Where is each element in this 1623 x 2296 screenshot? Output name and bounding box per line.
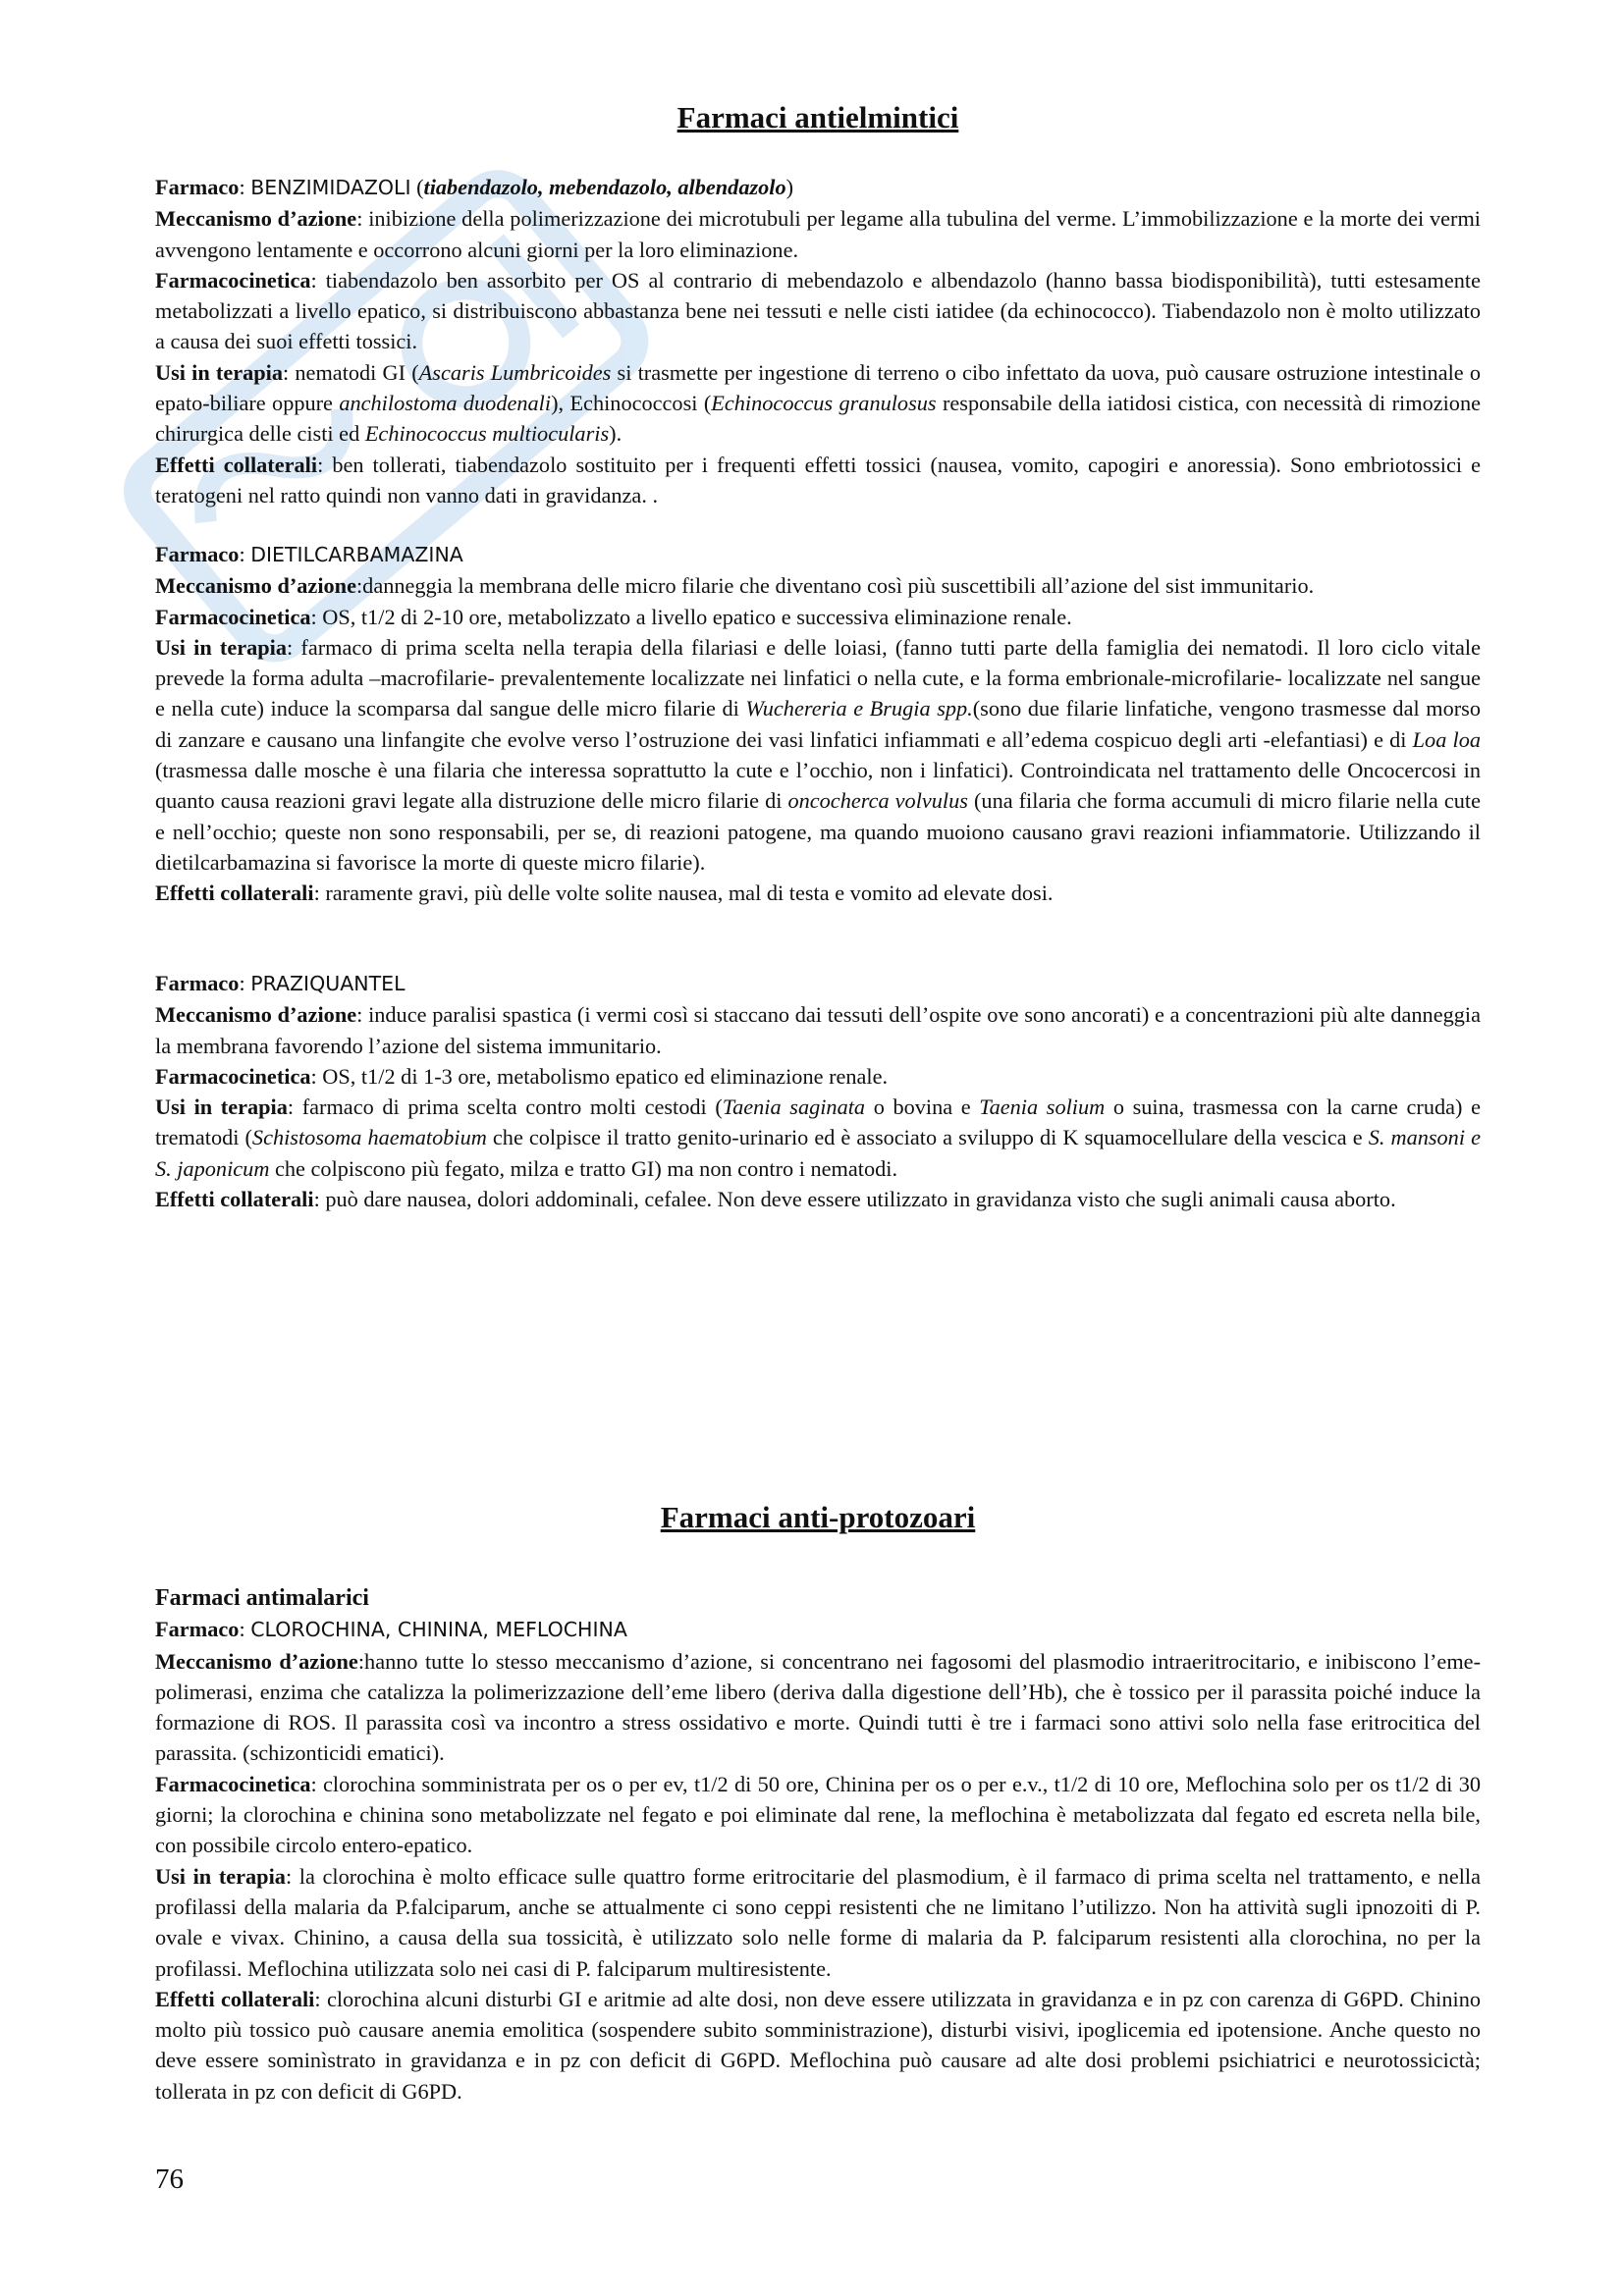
species-name: Taenia saginata bbox=[722, 1095, 866, 1120]
species-name: Schistosoma haematobium bbox=[251, 1125, 487, 1150]
farmacocinetica-label: Farmacocinetica bbox=[155, 604, 311, 629]
effetti-text: ben tollerati, tiabendazolo sostituito per i frequenti effetti tossici (nausea, vomito, capogiri e anoressia). Sono embriotossici e teratogeni nel ratto quindi non vanno dati in gravidanza. . bbox=[155, 452, 1482, 507]
farmacocinetica-paragraph: Farmacocinetica: tiabendazolo ben assorbito per OS al contrario di mebendazolo e albendazolo (hanno bassa biodisponibilità), tutti estesamente metabolizzati a livello epatico, si distribuiscono abbastanza bene nei tessuti e nelle cisti iatidee (da echinococco). Tiabendazolo non è molto utilizzato a causa dei suoi effetti tossici. bbox=[155, 267, 1481, 354]
farmacocinetica-paragraph: Farmacocinetica: clorochina somministrata per os o per ev, t1/2 di 50 ore, Chinina per os o per e.v., t1/2 di 10 ore, Meflochina solo per os t1/2 di 30 giorni; la clorochina e chinina sono metabolizzate nel fegato e poi eliminate dal rene, la meflochina è metabolizzata dal fegato ed escreta nella bile, con possibile circolo entero-epatico. bbox=[155, 1771, 1481, 1858]
usi-text: farmaco di prima scelta nella terapia della filariasi e delle loiasi, (fanno tutti parte della famiglia dei nematodi. Il loro ciclo vitale prevede la forma adulta –macrofilarie- prevalentemente localizzate nei linfatici o nella cute, e la forma embrionale-microfilarie- localizzate nel sangue e nella cute) induce la scomparsa dal sangue delle micro filarie di bbox=[155, 634, 1482, 721]
drug-name-line: Farmaco: PRAZIQUANTEL bbox=[155, 971, 406, 995]
usi-text: nematodi GI ( bbox=[295, 359, 419, 385]
effetti-paragraph: Effetti collaterali: può dare nausea, dolori addominali, cefalee. Non deve essere utilizzato in gravidanza visto che sugli animali causa aborto. bbox=[155, 1187, 1396, 1212]
meccanismo-text: danneggia la membrana delle micro filarie che diventano così più suscettibili all’azione del sist immunitario. bbox=[362, 573, 1315, 599]
farmacocinetica-text: tiabendazolo ben assorbito per OS al contrario di mebendazolo e albendazolo (hanno bassa biodisponibilità), tutti estesamente metabolizzati a livello epatico, si distribuiscono abbastanza bene nei tessuti e nelle cisti iatidee (da echinococco). Tiabendazolo non è molto utilizzato a causa dei suoi effetti tossici. bbox=[155, 267, 1481, 354]
section-title-antiprotozoari: Farmaci anti-protozoari bbox=[660, 1500, 976, 1534]
usi-text: o bovina e bbox=[865, 1095, 980, 1120]
drug-name-line: Farmaco: DIETILCARBAMAZINA bbox=[155, 542, 463, 566]
effetti-label: Effetti collaterali bbox=[155, 1986, 315, 2011]
farmaco-label: Farmaco bbox=[155, 971, 240, 995]
effetti-text: clorochina alcuni disturbi GI e aritmie ad alte dosi, non deve essere utilizzata in gravidanza e in pz con carenza di G6PD. Chinino molto più tossico può causare anemia emolitica (sospendere subito somministrazione), disturbi visivi, ipoglicemia ed ipotensione. Anche questo no deve essere sominìstrato in gravidanza e in pz con deficit di G6PD. Meflochina può causare ad alte dosi problemi psichiatrici e neurotossicictà; tollerata in pz con deficit di G6PD. bbox=[155, 1986, 1482, 2104]
meccanismo-label: Meccanismo d’azione bbox=[155, 573, 356, 599]
usi-label: Usi in terapia bbox=[155, 1863, 286, 1889]
page-number: 76 bbox=[155, 2163, 184, 2195]
species-name: S. mansoni e S. japonicum bbox=[155, 1125, 1481, 1181]
usi-text: che colpiscono più fegato, milza e tratto GI) ma non contro i nematodi. bbox=[269, 1155, 898, 1181]
effetti-text: raramente gravi, più delle volte solite nausea, mal di testa e vomito ad elevate dosi. bbox=[325, 881, 1054, 906]
meccanismo-paragraph: Meccanismo d’azione:hanno tutte lo stesso meccanismo d’azione, si concentrano nei fagosomi del plasmodio intraeritrocitario, e inibiscono l’eme-polimerasi, enzima che catalizza la polimerizzazione dell’eme libero (deriva dalla digestione dell’Hb), che è tossico per il parassita poiché induce la formazione di ROS. Il parassita così va incontro a stress ossidativo e morte. Quindi tutti è tre i farmaci sono attivi solo nella fase eritrocitica del parassita. (schizonticidi ematici). bbox=[155, 1648, 1481, 1766]
usi-label: Usi in terapia bbox=[155, 359, 284, 385]
usi-label: Usi in terapia bbox=[155, 634, 288, 660]
effetti-paragraph: Effetti collaterali: clorochina alcuni disturbi GI e aritmie ad alte dosi, non deve essere utilizzata in gravidanza e in pz con carenza di G6PD. Chinino molto più tossico può causare anemia emolitica (sospendere subito somministrazione), disturbi visivi, ipoglicemia ed ipotensione. Anche questo no deve essere sominìstrato in gravidanza e in pz con deficit di G6PD. Meflochina può causare ad alte dosi problemi psichiatrici e neurotossicictà; tollerata in pz con deficit di G6PD. bbox=[155, 1986, 1482, 2104]
subheading-antimalarici: Farmaci antimalarici bbox=[155, 1585, 369, 1611]
farmaco-label: Farmaco bbox=[155, 542, 240, 566]
usi-text: farmaco di prima scelta contro molti cestodi ( bbox=[301, 1095, 723, 1120]
usi-text: si trasmette per ingestione di terreno o cibo infettato da uova, può causare ostruzione intestinale o epato-biliare oppure bbox=[155, 359, 1481, 416]
meccanismo-text: induce paralisi spastica (i vermi così si staccano dai tessuti dell’ospite ove sono ancorati) e a concentrazioni più alte danneggia la membrana favorendo l’azione del sistema immunitario. bbox=[155, 1002, 1481, 1058]
farmacocinetica-paragraph: Farmacocinetica: OS, t1/2 di 1-3 ore, metabolismo epatico ed eliminazione renale. bbox=[155, 1063, 889, 1089]
meccanismo-label: Meccanismo d’azione bbox=[155, 206, 357, 232]
usi-paragraph: Usi in terapia: la clorochina è molto efficace sulle quattro forme eritrocitarie del plasmodium, è il farmaco di prima scelta nel trattamento, e nella profilassi della malaria da P.falciparum, anche se attualmente ci sono ceppi resistenti che ne limitano l’utilizzo. Non ha attività sugli ipnozoiti di P. ovale e vivax. Chinino, a causa della sua tossicità, è utilizzato solo nelle forme di malaria da P. falciparum resistenti alla clorochina, no per la profilassi. Meflochina utilizzata solo nei casi di P. falciparum multiresistente. bbox=[155, 1863, 1481, 1981]
drug-name-line: Farmaco: CLOROCHINA, CHININA, MEFLOCHINA bbox=[155, 1617, 627, 1642]
drug-block-antimalarici bbox=[155, 1583, 1481, 2107]
effetti-paragraph: Effetti collaterali: ben tollerati, tiabendazolo sostituito per i frequenti effetti tossici (nausea, vomito, capogiri e anoressia). Sono embriotossici e teratogeni nel ratto quindi non vanno dati in gravidanza. . bbox=[155, 452, 1482, 507]
meccanismo-text: inibizione della polimerizzazione dei microtubuli per legame alla tubulina del verme. L’immobilizzazione e la morte dei vermi avvengono lentamente e occorrono alcuni giorni per la loro eliminazione. bbox=[155, 206, 1481, 262]
meccanismo-label: Meccanismo d’azione bbox=[155, 1002, 357, 1028]
effetti-label: Effetti collaterali bbox=[155, 452, 318, 477]
drug-block-praziquantel bbox=[155, 968, 1481, 1214]
usi-paragraph: Usi in terapia: farmaco di prima scelta contro molti cestodi (Taenia saginata o bovina e Taenia solium o suina, trasmessa con la carne cruda) e trematodi (Schistosoma haematobium che colpisce il tratto genito-urinario ed è associato a sviluppo di K squamocellulare della vescica e S. mansoni e S. japonicum che colpiscono più fegato, milza e tratto GI) ma non contro i nematodi. bbox=[155, 1095, 1481, 1181]
meccanismo-paragraph: Meccanismo d’azione: inibizione della polimerizzazione dei microtubuli per legame alla tubulina del verme. L’immobilizzazione e la morte dei vermi avvengono lentamente e occorrono alcuni giorni per la loro eliminazione. bbox=[155, 206, 1481, 262]
usi-text: ), Echinococcosi ( bbox=[551, 391, 712, 416]
usi-text: ). bbox=[609, 421, 622, 447]
drug-block-dietilcarbamazina bbox=[155, 539, 1481, 909]
farmacocinetica-text: OS, t1/2 di 2-10 ore, metabolizzato a livello epatico e successiva eliminazione renale. bbox=[322, 604, 1072, 629]
species-name: Echinococcus granulosus bbox=[711, 391, 937, 416]
usi-paragraph: Usi in terapia: nematodi GI (Ascaris Lumbricoides si trasmette per ingestione di terreno o cibo infettato da uova, può causare ostruzione intestinale o epato-biliare oppure anchilostoma duodenali), Echinococcosi (Echinococcus granulosus responsabile della iatidosi cistica, con necessità di rimozione chirurgica delle cisti ed Echinococcus multiocularis). bbox=[155, 359, 1482, 447]
effetti-label: Effetti collaterali bbox=[155, 1187, 314, 1212]
species-name: oncocherca volvulus bbox=[787, 788, 968, 814]
usi-text: o suina, trasmessa con la carne cruda) e trematodi ( bbox=[155, 1095, 1481, 1150]
farmacocinetica-text: OS, t1/2 di 1-3 ore, metabolismo epatico ed eliminazione renale. bbox=[322, 1063, 889, 1089]
usi-text: che colpisce il tratto genito-urinario ed è associato a sviluppo di K squamocellulare della vescica e bbox=[486, 1125, 1369, 1150]
drug-name: DIETILCARBAMAZINA bbox=[250, 543, 463, 566]
drug-name-line: Farmaco: BENZIMIDAZOLI (tiabendazolo, mebendazolo, albendazolo) bbox=[155, 175, 794, 199]
species-name: Loa loa bbox=[1412, 726, 1481, 752]
effetti-paragraph: Effetti collaterali: raramente gravi, più delle volte solite nausea, mal di testa e vomito ad elevate dosi. bbox=[155, 881, 1054, 906]
meccanismo-text: hanno tutte lo stesso meccanismo d’azione, si concentrano nei fagosomi del plasmodio intraeritrocitario, e inibiscono l’eme-polimerasi, enzima che catalizza la polimerizzazione dell’eme libero (deriva dalla digestione dell’Hb), che è tossico per il parassita poiché induce la formazione di ROS. Il parassita così va incontro a stress ossidativo e morte. Quindi tutti è tre i farmaci sono attivi solo nella fase eritrocitica del parassita. (schizonticidi ematici). bbox=[155, 1648, 1481, 1766]
usi-label: Usi in terapia bbox=[155, 1095, 288, 1120]
drug-name: PRAZIQUANTEL bbox=[250, 972, 406, 995]
farmacocinetica-text: clorochina somministrata per os o per ev, t1/2 di 50 ore, Chinina per os o per e.v., t1/2 di 10 ore, Meflochina solo per os t1/2 di 30 giorni; la clorochina e chinina sono metabolizzate nel fegato e poi eliminate dal rene, la meflochina è metabolizzata dal fegato ed escreta nella bile, con possibile circolo entero-epatico. bbox=[155, 1771, 1481, 1858]
usi-text: (una filaria che forma accumuli di micro filarie nella cute e nell’occhio; queste non sono responsabili, per se, di reazioni patogene, ma quando muoiono causano gravi reazioni infiammatorie. Utilizzando il dietilcarbamazina si favorisce la morte di queste micro filarie). bbox=[155, 788, 1481, 875]
species-name: Wuchereria e Brugia spp. bbox=[745, 696, 973, 721]
effetti-text: può dare nausea, dolori addominali, cefalee. Non deve essere utilizzato in gravidanza visto che sugli animali causa aborto. bbox=[325, 1187, 1396, 1212]
meccanismo-paragraph: Meccanismo d’azione:danneggia la membrana delle micro filarie che diventano così più suscettibili all’azione del sist immunitario. bbox=[155, 573, 1315, 599]
species-name: Taenia solium bbox=[979, 1095, 1106, 1120]
usi-paragraph: Usi in terapia: farmaco di prima scelta nella terapia della filariasi e delle loiasi, (fanno tutti parte della famiglia dei nematodi. Il loro ciclo vitale prevede la forma adulta –macrofilarie- prevalentemente localizzate nei linfatici o nella cute, e la forma embrionale-microfilarie- localizzate nel sangue e nella cute) induce la scomparsa dal sangue delle micro filarie di Wuchereria e Brugia spp.(sono due filarie linfatiche, vengono trasmesse dal morso di zanzare e causano una linfangite che evolve verso l’ostruzione dei vasi linfatici infiammati e all’edema cospicuo degli arti -elefantiasi) e di Loa loa (trasmessa dalle mosche è una filaria che interessa soprattutto la cute e l’occhio, non i linfatici). Controindicata nel trattamento delle Oncocercosi in quanto causa reazioni gravi legate alla distruzione delle micro filarie di oncocherca volvulus (una filaria che forma accumuli di micro filarie nella cute e nell’occhio; queste non sono responsabili, per se, di reazioni patogene, ma quando muoiono causano gravi reazioni infiammatorie. Utilizzando il dietilcarbamazina si favorisce la morte di queste micro filarie). bbox=[155, 634, 1482, 875]
effetti-label: Effetti collaterali bbox=[155, 881, 314, 906]
drug-compounds: tiabendazolo, mebendazolo, albendazolo bbox=[423, 175, 786, 199]
usi-text: la clorochina è molto efficace sulle quattro forme eritrocitarie del plasmodium, è il farmaco di prima scelta nel trattamento, e nella profilassi della malaria da P.falciparum, anche se attualmente ci sono ceppi resistenti che ne limitano l’utilizzo. Non ha attività sugli ipnozoiti di P. ovale e vivax. Chinino, a causa della sua tossicità, è utilizzato solo nelle forme di malaria da P. falciparum resistenti alla clorochina, no per la profilassi. Meflochina utilizzata solo nei casi di P. falciparum multiresistente. bbox=[155, 1863, 1481, 1981]
farmacocinetica-label: Farmacocinetica bbox=[155, 1063, 311, 1089]
farmaco-label: Farmaco bbox=[155, 1617, 240, 1642]
farmacocinetica-paragraph: Farmacocinetica: OS, t1/2 di 2-10 ore, metabolizzato a livello epatico e successiva eliminazione renale. bbox=[155, 604, 1072, 629]
drug-name: CLOROCHINA, CHININA, MEFLOCHINA bbox=[250, 1618, 627, 1642]
species-name: Ascaris Lumbricoides bbox=[418, 359, 612, 385]
species-name: Echinococcus multiocularis bbox=[364, 421, 610, 447]
farmacocinetica-label: Farmacocinetica bbox=[155, 1771, 311, 1796]
section-title-antielmintici: Farmaci antielmintici bbox=[676, 100, 959, 134]
drug-block-benzimidazoli bbox=[155, 172, 1481, 510]
farmacocinetica-label: Farmacocinetica bbox=[155, 267, 311, 293]
farmaco-label: Farmaco bbox=[155, 175, 240, 199]
species-name: anchilostoma duodenali bbox=[339, 391, 552, 416]
drug-name: BENZIMIDAZOLI bbox=[250, 176, 411, 199]
meccanismo-paragraph: Meccanismo d’azione: induce paralisi spastica (i vermi così si staccano dai tessuti dell’ospite ove sono ancorati) e a concentrazioni più alte danneggia la membrana favorendo l’azione del sistema immunitario. bbox=[155, 1002, 1481, 1058]
usi-text: (sono due filarie linfatiche, vengono trasmesse dal morso di zanzare e causano una linfangite che evolve verso l’ostruzione dei vasi linfatici infiammati e all’edema cospicuo degli arti -elefantiasi) e di bbox=[155, 696, 1481, 752]
usi-text: (trasmessa dalle mosche è una filaria che interessa soprattutto la cute e l’occhio, non i linfatici). Controindicata nel trattamento delle Oncocercosi in quanto causa reazioni gravi legate alla distruzione delle micro filarie di bbox=[155, 758, 1481, 814]
meccanismo-label: Meccanismo d’azione bbox=[155, 1648, 358, 1674]
usi-text: responsabile della iatidosi cistica, con necessità di rimozione chirurgica delle cisti ed bbox=[155, 391, 1482, 447]
